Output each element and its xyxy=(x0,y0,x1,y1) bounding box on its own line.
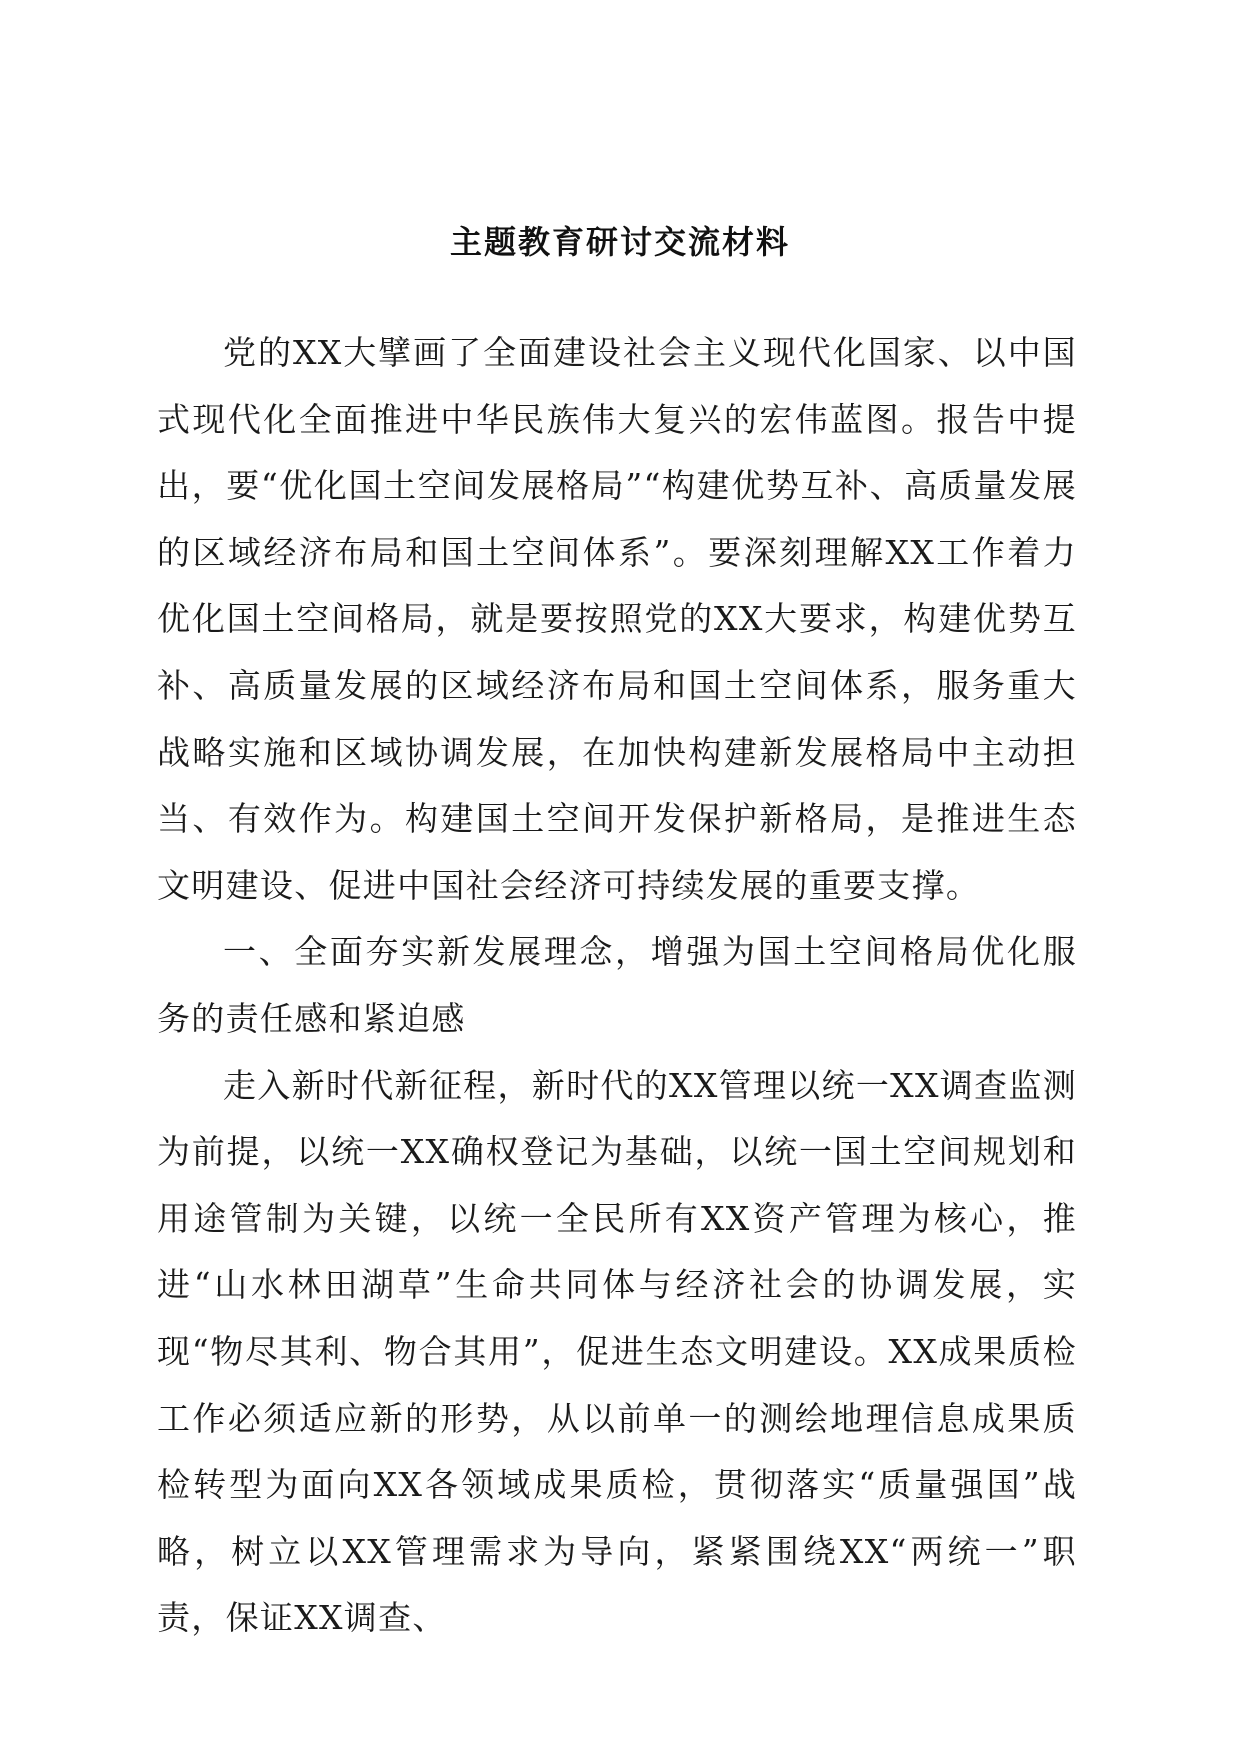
paragraph-intro: 党的XX大擘画了全面建设社会主义现代化国家、以中国式现代化全面推进中华民族伟大复兴的宏伟蓝图。报告中提出，要“优化国土空间发展格局”“构建优势互补、高质量发展的区域经济布局和国土空间体系”。要深刻理解XX工作着力优化国土空间格局，就是要按照党的XX大要求，构建优势互补、高质量发展的区域经济布局和国土空间体系，服务重大战略实施和区域协调发展，在加快构建新发展格局中主动担当、有效作为。构建国土空间开发保护新格局，是推进生态文明建设、促进中国社会经济可持续发展的重要支撑。 xyxy=(157,333,1077,905)
document-title: 主题教育研讨交流材料 xyxy=(449,223,790,261)
paragraph-section-body-1: 走入新时代新征程，新时代的XX管理以统一XX调查监测为前提，以统一XX确权登记为基础，以统一国土空间规划和用途管制为关键，以统一全民所有XX资产管理为核心，推进“山水林田湖草”生命共同体与经济社会的协调发展，实现“物尽其利、物合其用”，促进生态文明建设。XX成果质检工作必须适应新的形势，从以前单一的测绘地理信息成果质检转型为面向XX各领域成果质检，贯彻落实“质量强国”战略，树立以XX管理需求为导向，紧紧围绕XX“两统一”职责，保证XX调查、 xyxy=(157,1065,1077,1638)
paragraph-section-heading-1: 一、全面夯实新发展理念，增强为国土空间格局优化服务的责任感和紧迫感 xyxy=(157,932,1077,1038)
document-body xyxy=(157,320,1077,1652)
